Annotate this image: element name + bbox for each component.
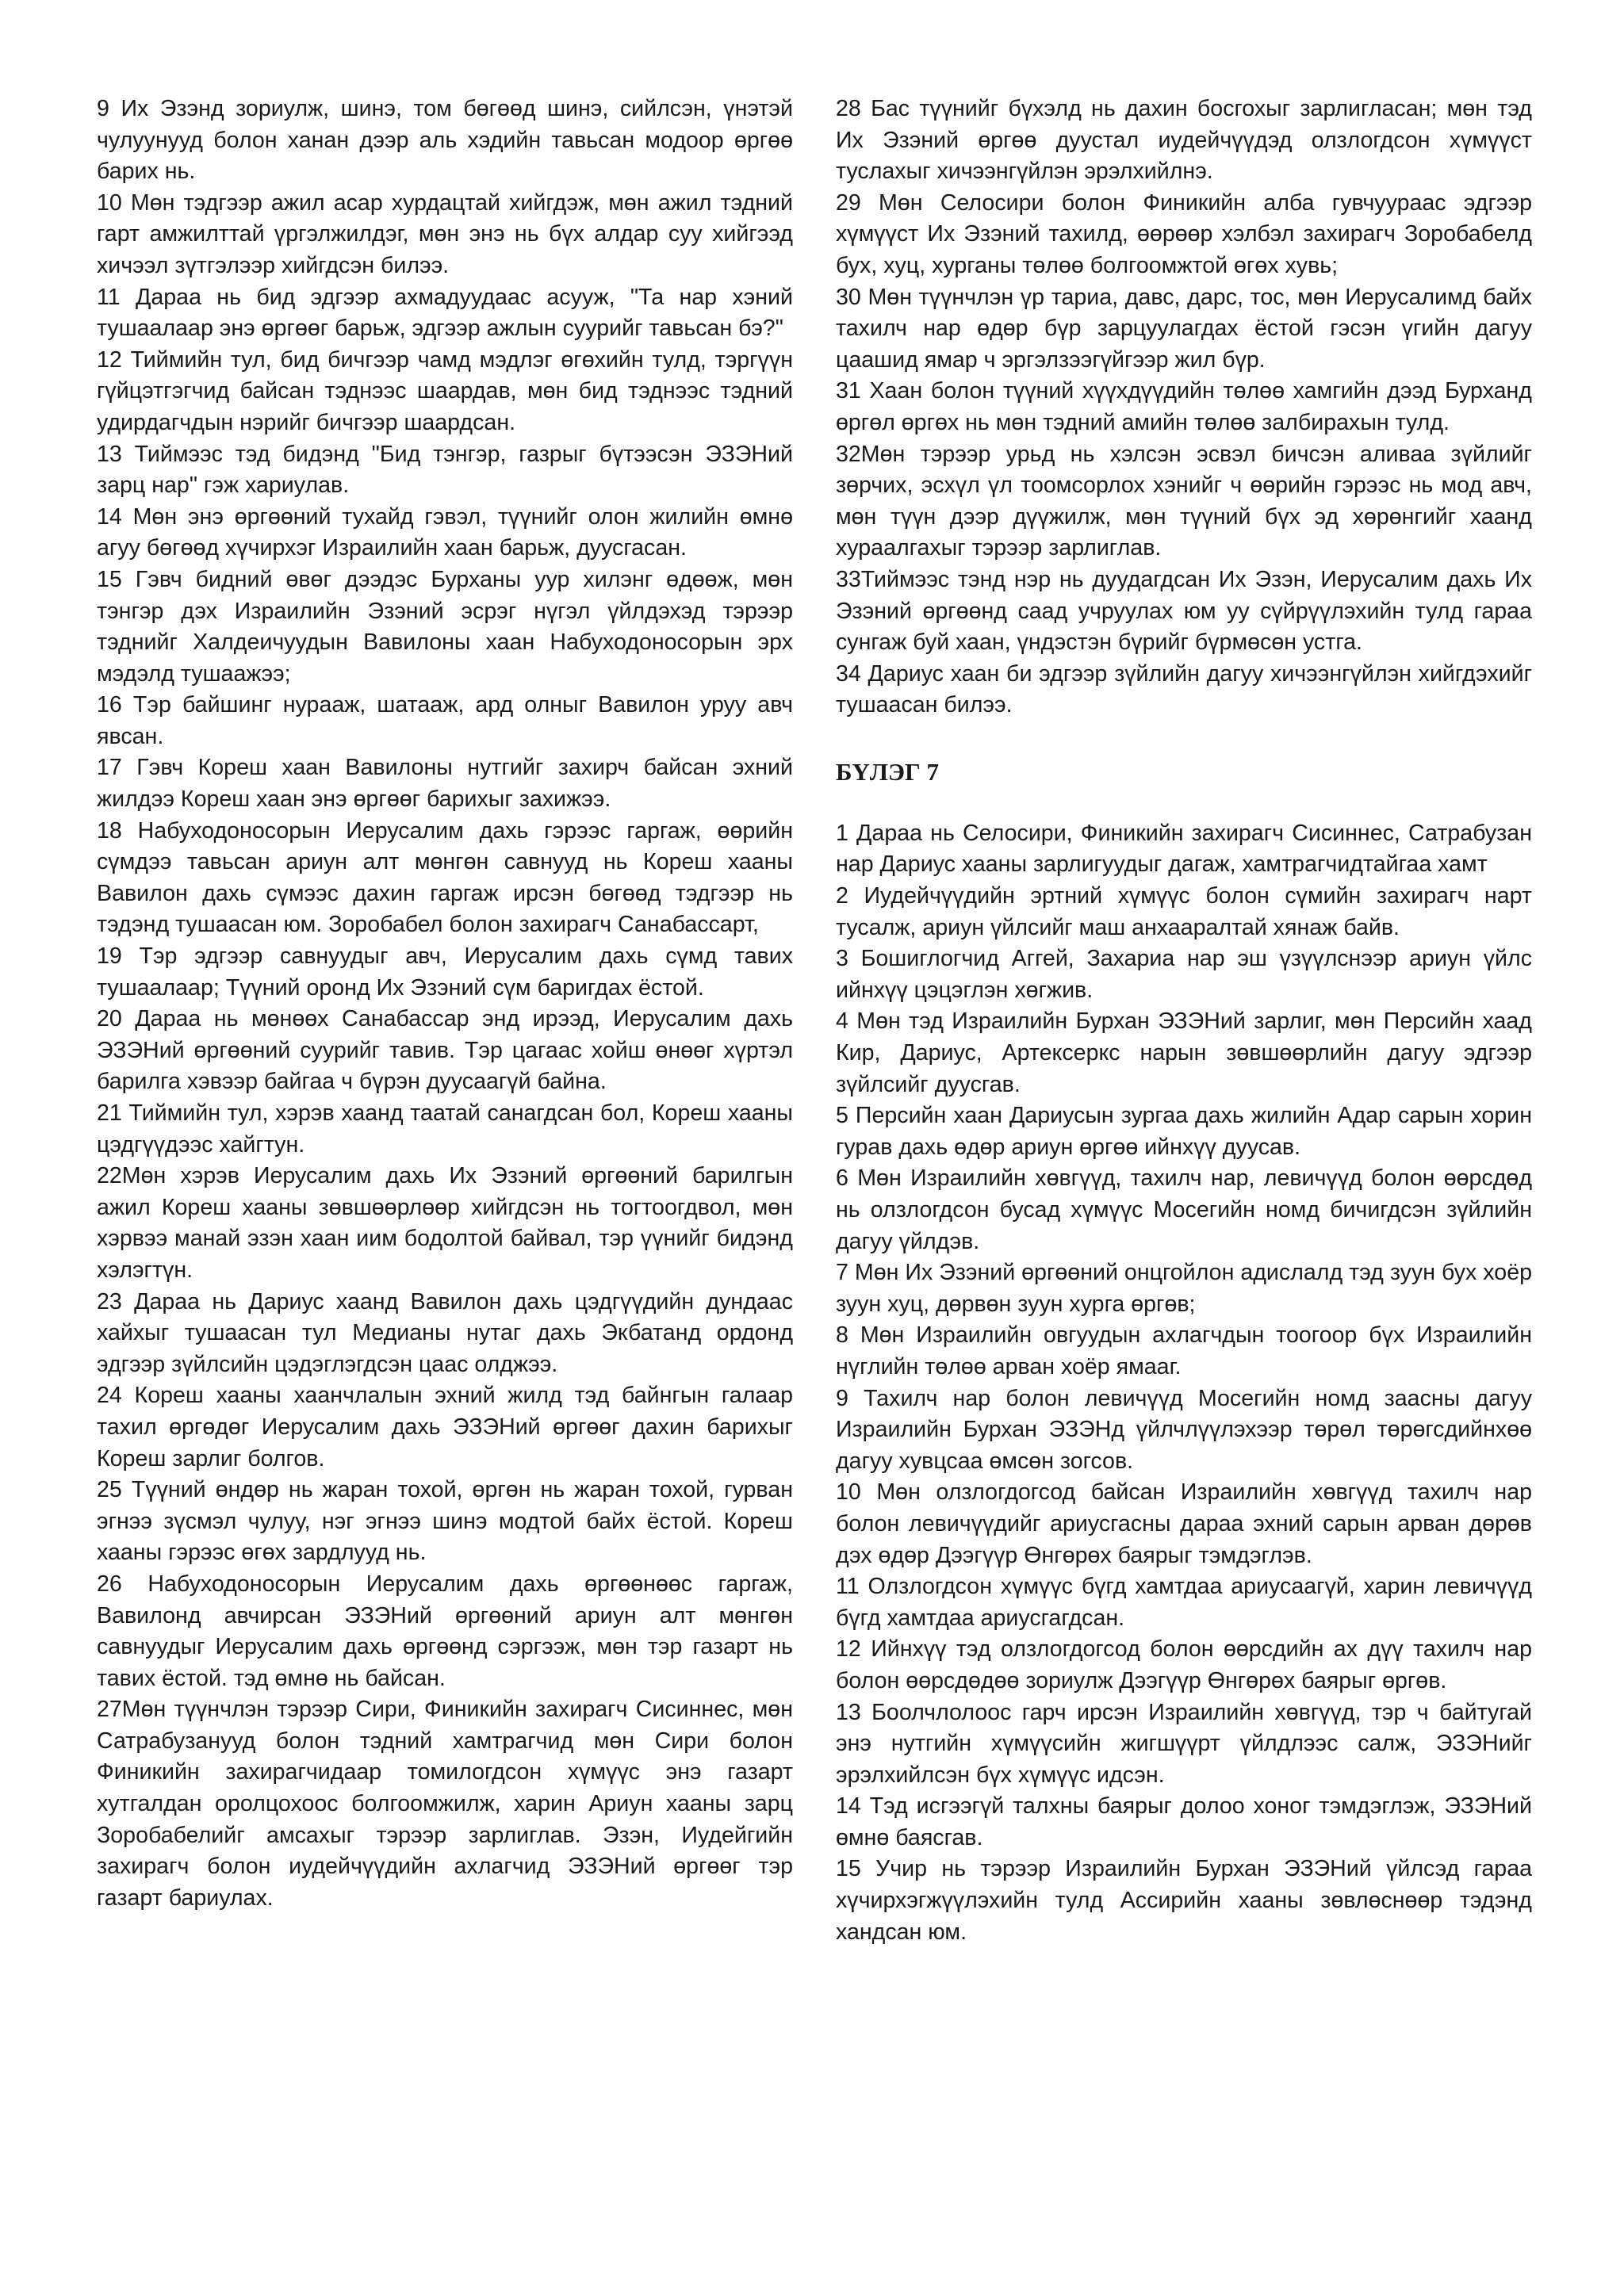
chapter-heading: БҮЛЭГ 7 bbox=[836, 757, 939, 786]
verse-paragraph: 1 Дараа нь Селосири, Финикийн захирагч Сисиннес, Сатрабузан нар Дариус хааны зарлигуудыг дагаж, хамтрагчидтайгаа хамт bbox=[836, 820, 1532, 878]
verse-paragraph: 30 Мөн түүнчлэн үр тариа, давс, дарс, тос, мөн Иерусалимд байх тахилч нар өдөр бүр зарцуулагдах ёстой гэсэн үгийн дагуу цаашид ямар ч эргэлзээгүйгээр жил бүр. bbox=[836, 284, 1532, 373]
verse-paragraph: 13 Тиймээс тэд бидэнд "Бид тэнгэр, газрыг бүтээсэн ЭЗЭНий зарц нар" гэж хариулав. bbox=[97, 441, 793, 499]
verse-paragraph: 32Мөн тэрээр урьд нь хэлсэн эсвэл бичсэн аливаа зүйлийг зөрчих, эсхүл үл тоомсорлох хэнийг ч өөрийн гэрээс нь мод авч, мөн түүн дээр дүүжилж, мөн түүний бүх эд хөрөнгийг хаанд хураалгахыг тэрээр зарлиглав. bbox=[836, 441, 1532, 561]
left-text-column bbox=[97, 94, 793, 2234]
verse-paragraph: 14 Тэд исгээгүй талхны баярыг долоо хоног тэмдэглэж, ЭЗЭНий өмнө баясгав. bbox=[836, 1793, 1532, 1850]
document-page bbox=[97, 94, 1532, 2234]
verse-paragraph: 31 Хаан болон түүний хүүхдүүдийн төлөө хамгийн дээд Бурханд өргөл өргөх нь мөн тэдний амийн төлөө залбирахын тулд. bbox=[836, 378, 1532, 435]
verse-paragraph: 21 Тиймийн тул, хэрэв хаанд таатай санагдсан бол, Кореш хааны цэдгүүдээс хайгтун. bbox=[97, 1100, 793, 1158]
verse-paragraph: 15 Учир нь тэрээр Израилийн Бурхан ЭЗЭНий үйлсэд гараа хүчирхэгжүүлэхийн тулд Ассирийн хааны зөвлөснөөр тэдэнд хандсан юм. bbox=[836, 1856, 1532, 1945]
verse-paragraph: 12 Ийнхүү тэд олзлогдогсод болон өөрсдийн ах дүү тахилч нар болон өөрсдөдөө зориулж Дээгүүр Өнгөрөх баярыг өргөв. bbox=[836, 1636, 1532, 1693]
verse-paragraph: 16 Тэр байшинг нурааж, шатааж, ард олныг Вавилон уруу авч явсан. bbox=[97, 692, 793, 749]
verse-paragraph: 3 Бошиглогчид Аггей, Захариа нар эш үзүүлснээр ариун үйлс ийнхүү цэцэглэн хөгжив. bbox=[836, 946, 1532, 1003]
verse-paragraph: 5 Персийн хаан Дариусын зургаа дахь жилийн Адар сарын хорин гурав дахь өдөр ариун өргөө ийнхүү дуусав. bbox=[836, 1103, 1532, 1160]
verse-paragraph: 27Мөн түүнчлэн тэрээр Сири, Финикийн захирагч Сисиннес, мөн Сатрабузанууд болон тэдний хамтрагчид мөн Сири болон Финикийн захирагчидаар томилогдсон хүмүүс энэ газарт хутгалдан оролцохоос болгоомжилж, харин Ариун хааны зарц Зоробабелийг амсахыг тэрээр зарлиглав. Эзэн, Иудейгийн захирагч болон иудейчүүдийн ахлагчид ЭЗЭНий өргөөг тэр газарт бариулах. bbox=[97, 1697, 793, 1911]
verse-paragraph: 8 Мөн Израилийн овгуудын ахлагчдын тоогоор бүх Израилийн нүглийн төлөө арван хоёр ямааг. bbox=[836, 1322, 1532, 1380]
verse-paragraph: 11 Олзлогдсон хүмүүс бүгд хамтдаа ариусаагүй, харин левичүүд бүгд хамтдаа ариусгагдсан. bbox=[836, 1574, 1532, 1631]
verse-paragraph: 26 Набуходоносорын Иерусалим дахь өргөөнөөс гаргаж, Вавилонд авчирсан ЭЗЭНий өргөөний ариун алт мөнгөн савнуудыг Иерусалим дахь өргөөнд сэргээж, мөн тэр газарт нь тавих ёстой. тэд өмнө нь байсан. bbox=[97, 1571, 793, 1691]
verse-paragraph: 20 Дараа нь мөнөөх Санабассар энд ирээд, Иерусалим дахь ЭЗЭНий өргөөний суурийг тавив. Тэр цагаас хойш өнөөг хүртэл барилга хэвээр байгаа ч бүрэн дуусаагүй байна. bbox=[97, 1006, 793, 1095]
right-text-column bbox=[836, 94, 1532, 2234]
verse-paragraph: 10 Мөн олзлогдогсод байсан Израилийн хөвгүүд тахилч нар болон левичүүдийг ариусгасны дараа эхний сарын арван дөрөв дэх өдөр Дээгүүр Өнгөрөх баярыг тэмдэглэв. bbox=[836, 1479, 1532, 1568]
verse-paragraph: 9 Тахилч нар болон левичүүд Мосегийн номд заасны дагуу Израилийн Бурхан ЭЗЭНд үйлчлүүлэхээр төрөл төрөгсдийнхөө дагуу хувцсаа өмсөн зогсов. bbox=[836, 1385, 1532, 1474]
verse-paragraph: 9 Их Эзэнд зориулж, шинэ, том бөгөөд шинэ, сийлсэн, үнэтэй чулуунууд болон ханан дээр аль хэдийн тавьсан модоор өргөө барих нь. bbox=[97, 96, 793, 185]
verse-paragraph: 14 Мөн энэ өргөөний тухайд гэвэл, түүнийг олон жилийн өмнө агуу бөгөөд хүчирхэг Израилийн хаан барьж, дуусгасан. bbox=[97, 503, 793, 561]
verse-paragraph: 17 Гэвч Кореш хаан Вавилоны нутгийг захирч байсан эхний жилдээ Кореш хаан энэ өргөөг барихыг захижээ. bbox=[97, 755, 793, 813]
verse-paragraph: 7 Мөн Их Эзэний өргөөний онцгойлон адислалд тэд зуун бух хоёр зуун хуц, дөрвөн зуун хурга өргөв; bbox=[836, 1260, 1532, 1317]
verse-paragraph: 23 Дараа нь Дариус хаанд Вавилон дахь цэдгүүдийн дундаас хайхыг тушаасан тул Медианы нутаг дахь Экбатанд ордонд эдгээр зүйлсийн цэдэглэгдсэн цаас олджээ. bbox=[97, 1288, 793, 1377]
verse-paragraph: 34 Дариус хаан би эдгээр зүйлийн дагуу хичээнгүйлэн хийгдэхийг тушаасан билээ. bbox=[836, 660, 1532, 718]
verse-paragraph: 25 Түүний өндөр нь жаран тохой, өргөн нь жаран тохой, гурван эгнээ зүсмэл чулуу, нэг эгнээ шинэ модтой байх ёстой. Кореш хааны гэрээс өгөх зардлууд нь. bbox=[97, 1477, 793, 1566]
verse-paragraph: 4 Мөн тэд Израилийн Бурхан ЭЗЭНий зарлиг, мөн Персийн хаад Кир, Дариус, Артексеркс нарын зөвшөөрлийн дагуу эдгээр зүйлсийг дуусгав. bbox=[836, 1008, 1532, 1097]
verse-paragraph: 6 Мөн Израилийн хөвгүүд, тахилч нар, левичүүд болон өөрсдөд нь олзлогдсон бусад хүмүүс Мосегийн номд бичигдсэн зүйлийн дагуу үйлдэв. bbox=[836, 1165, 1532, 1254]
verse-paragraph: 19 Тэр эдгээр савнуудыг авч, Иерусалим дахь сүмд тавих тушаалаар; Түүний оронд Их Эзэний сүм баригдах ёстой. bbox=[97, 943, 793, 1001]
verse-paragraph: 13 Боолчлолоос гарч ирсэн Израилийн хөвгүүд, тэр ч байтугай энэ нутгийн хүмүүсийн жигшүүрт үйлдлээс салж, ЭЗЭНийг эрэлхийлсэн бүх хүмүүс идсэн. bbox=[836, 1699, 1532, 1788]
verse-paragraph: 2 Иудейчүүдийн эртний хүмүүс болон сүмийн захирагч нарт тусалж, ариун үйлсийг маш анхааралтай хянаж байв. bbox=[836, 883, 1532, 940]
verse-paragraph: 24 Кореш хааны хаанчлалын эхний жилд тэд байнгын галаар тахил өргөдөг Иерусалим дахь ЭЗЭНий өргөөг дахин барихыг Кореш зарлиг болгов. bbox=[97, 1383, 793, 1471]
verse-paragraph: 10 Мөн тэдгээр ажил асар хурдацтай хийгдэж, мөн ажил тэдний гарт амжилттай үргэлжилдэг, мөн энэ нь бүх алдар суу хийгээд хичээл зүтгэлээр хийгдсэн билээ. bbox=[97, 189, 793, 278]
verse-paragraph: 29 Мөн Селосири болон Финикийн алба гувчуураас эдгээр хүмүүст Их Эзэний тахилд, өөрөөр хэлбэл захирагч Зоробабелд бух, хуц, хурганы төлөө болгоомжтой өгөх хувь; bbox=[836, 189, 1532, 278]
verse-paragraph: 22Мөн хэрэв Иерусалим дахь Их Эзэний өргөөний барилгын ажил Кореш хааны зөвшөөрлөөр хийгдсэн нь тогтоогдвол, мөн хэрвээ манай эзэн хаан иим бодолтой байвал, тэр үүнийг бидэнд хэлэгтүн. bbox=[97, 1163, 793, 1283]
verse-paragraph: 28 Бас түүнийг бүхэлд нь дахин босгохыг зарлигласан; мөн тэд Их Эзэний өргөө дуустал иудейчүүдэд олзлогдсон хүмүүст туслахыг хичээнгүйлэн эрэлхийлнэ. bbox=[836, 96, 1532, 185]
verse-paragraph: 11 Дараа нь бид эдгээр ахмадуудаас асууж, "Та нар хэний тушаалаар энэ өргөөг барьж, эдгээр ажлын суурийг тавьсан бэ?" bbox=[97, 284, 793, 342]
verse-paragraph: 33Тиймээс тэнд нэр нь дуудагдсан Их Эзэн, Иерусалим дахь Их Эзэний өргөөнд саад учруулах юм уу сүйрүүлэхийн тулд гараа сунгаж буй хаан, үндэстэн бүрийг бүрмөсөн устга. bbox=[836, 566, 1532, 656]
verse-paragraph: 12 Тиймийн тул, бид бичгээр чамд мэдлэг өгөхийн тулд, тэргүүн гүйцэтгэгчид байсан тэднээс шаардав, мөн бид тэднээс тэдний удирдагчдын нэрийг бичгээр шаардсан. bbox=[97, 346, 793, 435]
verse-paragraph: 18 Набуходоносорын Иерусалим дахь гэрээс гаргаж, өөрийн сүмдээ тавьсан ариун алт мөнгөн савнууд нь Кореш хааны Вавилон дахь сүмээс дахин гаргаж ирсэн бөгөөд тэдгээр нь тэдэнд тушаасан юм. Зоробабел болон захирагч Санабассарт, bbox=[97, 817, 793, 938]
verse-paragraph: 15 Гэвч бидний өвөг дээдэс Бурханы уур хилэнг өдөөж, мөн тэнгэр дэх Израилийн Эзэний эсрэг нүгэл үйлдэхэд тэрээр тэднийг Халдеичуудын Вавилоны хаан Набуходоносорын эрх мэдэлд тушаажээ; bbox=[97, 566, 793, 687]
